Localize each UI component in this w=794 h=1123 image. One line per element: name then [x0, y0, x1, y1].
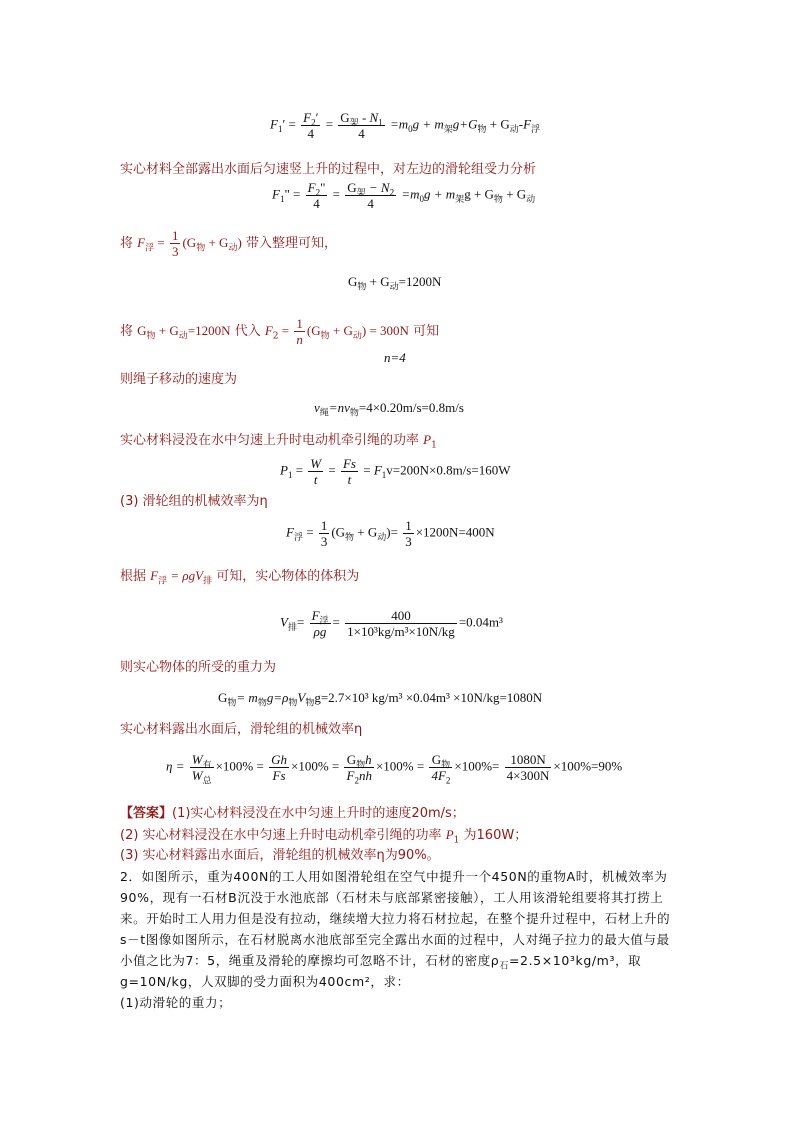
- eq-sub: 动: [526, 195, 536, 206]
- fraction: [308, 456, 323, 487]
- text-line-7: [120, 568, 359, 585]
- eq-sign: =: [292, 462, 307, 478]
- eq-symbol: W: [191, 768, 203, 783]
- text-fragment: 根据: [120, 569, 147, 584]
- eq-symbol: v: [314, 400, 320, 415]
- answer-text: (1)实心材料浸没在水中匀速上升时的速度20m/s；: [172, 806, 465, 821]
- eq-denominator: 3: [320, 534, 328, 549]
- answer-line-2: [120, 827, 527, 844]
- eq-symbol: F: [286, 524, 294, 540]
- eq-symbol: F: [311, 608, 320, 623]
- question-text: 2．如图所示，重为400N的工人用如图滑轮组在空气中提升一个450N的重物A时，机械效率为90%，现有一石材B沉没于水池底部（石材未与底部紧密接触），工人用该滑轮组要将其打捞上来。开始时工人用力但是没有拉动，继续增大拉力将石材拉起，在整个提升过程中，石材上升的s－t图像如图所示，在石材脱离水池底部至完全露出水面的过程中，人对绳子拉力的最大值与最小值之比为7：5，绳重及滑轮的摩擦均可忽略不计，石材的密度ρ: [120, 869, 671, 968]
- eq-text: =0.04m³: [458, 614, 503, 630]
- text-fragment: 可知，实心物体的体积为: [216, 569, 360, 584]
- eq-sub: 物: [345, 533, 355, 544]
- eq-sign: =: [325, 462, 339, 478]
- eq-sub: 0: [419, 194, 424, 205]
- fraction: [338, 110, 384, 141]
- fraction: [190, 752, 214, 787]
- eq-sub: 物: [441, 760, 451, 771]
- eq-numerator: 1: [296, 316, 303, 331]
- eq-text: ) = 300N: [361, 323, 409, 338]
- eq-sub: 物: [146, 331, 156, 342]
- text-line-5: [120, 432, 437, 449]
- eq-text: ×100% =: [290, 758, 343, 774]
- eq-denominator: 3: [405, 534, 412, 549]
- eq-sign: =: [278, 323, 293, 338]
- eq-text: =nv: [328, 400, 350, 415]
- equation-rope-speed: [314, 400, 464, 419]
- fraction: [344, 752, 373, 786]
- eq-symbol: G: [348, 274, 358, 289]
- eq-sub: 2: [311, 117, 316, 128]
- fraction: [170, 228, 181, 259]
- eq-sub: 物: [356, 760, 366, 771]
- text-line-3: [120, 316, 439, 347]
- eq-sub: 浮: [531, 125, 541, 136]
- eq-sub: 动: [228, 243, 238, 254]
- eq-sign: =: [288, 116, 296, 132]
- eq-text: =m: [401, 186, 420, 202]
- eq-numerator: Fs: [342, 456, 356, 471]
- eq-sub: 动: [352, 331, 362, 342]
- eq-denominator: ρg: [313, 624, 327, 639]
- equation-g-sum: [348, 274, 442, 293]
- answer-line-1: [120, 806, 465, 822]
- eq-symbol: F: [272, 186, 280, 202]
- eq-denominator: 3: [171, 244, 179, 259]
- equation-n: n=4: [384, 350, 406, 365]
- eq-text: + G: [502, 186, 527, 202]
- eq-prime: ′: [282, 116, 286, 132]
- text-line-1: 实心材料全部露出水面后匀速竖上升的过程中，对左边的滑轮组受力分析: [120, 162, 537, 177]
- text-line-8: 则实心物体的所受的重力为: [120, 660, 277, 675]
- equation-weight: [218, 690, 543, 709]
- eq-symbol: F: [270, 116, 278, 132]
- eq-sub: 浮: [319, 616, 329, 627]
- eq-symbol: G: [340, 110, 350, 125]
- eq-text: =m: [389, 116, 409, 132]
- fraction: [301, 110, 320, 141]
- text-fragment: 代入: [234, 324, 261, 339]
- eq-numerator: Gh: [271, 752, 287, 767]
- eq-text: η =: [166, 758, 188, 774]
- eq-denominator: 4: [313, 196, 320, 211]
- eq-denominator: n: [296, 332, 303, 347]
- eq-text: (G: [331, 524, 346, 540]
- equation-buoyancy: [286, 518, 495, 549]
- fraction: [345, 608, 457, 639]
- eq-sub: 物: [320, 331, 330, 342]
- eq-sub: 石: [499, 961, 509, 972]
- eq-sign: =: [154, 235, 168, 250]
- eq-symbol: G: [347, 180, 357, 195]
- eq-sub: 动: [377, 533, 387, 544]
- answer-text: (2) 实心材料浸没在水中匀速上升时电动机牵引绳的功率: [120, 828, 442, 843]
- eq-sub: 排: [203, 576, 213, 587]
- eq-text: g + G: [464, 186, 494, 202]
- eq-text: + G: [354, 524, 378, 540]
- eq-text: ×100%=90%: [553, 758, 623, 774]
- eq-numerator: 1: [320, 518, 328, 533]
- eq-text: )=: [386, 524, 398, 540]
- eq-sign: =: [332, 614, 340, 630]
- question-2: [120, 866, 676, 1013]
- eq-sub: 1: [287, 470, 293, 481]
- eq-symbol: G: [431, 752, 442, 767]
- eq-sub: 物: [349, 408, 359, 419]
- eq-text: = m: [236, 690, 258, 705]
- fraction: [310, 608, 331, 639]
- eq-sub: 动: [509, 125, 519, 136]
- eq-sub: 物: [477, 125, 487, 136]
- eq-symbol: P: [445, 827, 454, 842]
- eq-text: + G: [486, 116, 510, 132]
- eq-numerator: 400: [345, 608, 457, 624]
- eq-sign: =: [296, 614, 305, 630]
- eq-sub: 架: [356, 188, 366, 199]
- answer-text: 为160W；: [463, 828, 528, 843]
- text-fragment: 带入整理可知，: [245, 236, 337, 251]
- equation-power: [280, 456, 510, 487]
- eq-text: + G: [329, 323, 353, 338]
- eq-sub: 1: [378, 117, 383, 128]
- answer-tag: 【答案】: [120, 806, 173, 821]
- eq-sub: 架: [349, 118, 359, 129]
- text-line-4: 则绳子移动的速度为: [120, 372, 238, 387]
- eq-text: =1200N: [398, 274, 442, 289]
- eq-text: − N: [365, 180, 390, 195]
- eq-sign: =: [302, 524, 317, 540]
- eq-symbol: F: [137, 235, 146, 250]
- eq-sign: =: [325, 116, 334, 132]
- equation-efficiency: [166, 752, 623, 787]
- fraction: [306, 180, 328, 211]
- eq-sub: 动: [178, 331, 188, 342]
- eq-sub: 1: [381, 470, 387, 481]
- eq-sub: 物: [305, 698, 315, 709]
- eq-sub: 架: [455, 195, 465, 206]
- question-subpart: (1)动滑轮的重力；: [120, 995, 232, 1010]
- eq-denominator: Fs: [272, 768, 286, 783]
- eq-text: g + m: [424, 186, 456, 202]
- eq-symbol: nh: [358, 768, 372, 783]
- text-line-6: (3) 滑轮组的机械效率为η: [120, 494, 268, 509]
- eq-text: ×100% =: [215, 758, 268, 774]
- eq-text: = ρgV: [167, 568, 204, 583]
- text-line-2: [120, 228, 337, 259]
- eq-sub: 动: [389, 282, 399, 293]
- equation-f1-prime: [270, 110, 540, 141]
- eq-sub: 物: [357, 282, 367, 293]
- fraction: [269, 752, 289, 783]
- eq-text: ×1200N=400N: [415, 524, 495, 540]
- text-fragment: 将: [120, 324, 134, 339]
- answer-line-3: (3) 实心材料露出水面后，滑轮组的机械效率η为90%。: [120, 848, 440, 863]
- eq-symbol: W: [191, 752, 203, 767]
- eq-denominator: t: [313, 472, 318, 487]
- eq-numerator: 1: [171, 228, 179, 243]
- eq-text: v=200N×0.8m/s=160W: [386, 462, 511, 478]
- eq-denominator: 4×300N: [506, 768, 550, 783]
- eq-symbol: G: [218, 690, 228, 705]
- eq-sub: 1: [279, 194, 285, 205]
- eq-symbol: F: [307, 180, 316, 195]
- eq-text: ): [237, 235, 242, 250]
- eq-text: g + m: [412, 116, 444, 132]
- eq-symbol: P: [280, 462, 288, 478]
- eq-text: (G: [306, 323, 321, 338]
- fraction: [429, 752, 452, 786]
- eq-sub: 2: [354, 775, 359, 786]
- eq-symbol: F: [303, 110, 312, 125]
- equation-volume: [280, 608, 503, 639]
- fraction: [341, 456, 358, 487]
- eq-text: =4×0.20m/s=0.8m/s: [358, 400, 464, 415]
- equation-f1-double-prime: $F_1$" = $\frac{F_2"}{4}$ = $G_架 - N_2$ 4 $=m_0g + m_架g + G_物 + G_动$: [272, 180, 536, 211]
- eq-sub: 1: [453, 835, 460, 846]
- eq-numerator: 1080N: [505, 752, 552, 768]
- eq-sub: 2: [272, 331, 279, 342]
- eq-denominator: 4: [307, 126, 315, 141]
- eq-symbol: P: [423, 432, 432, 447]
- eq-symbol: F: [373, 462, 382, 478]
- eq-symbol: h: [365, 752, 372, 767]
- eq-symbol: V: [280, 614, 288, 630]
- eq-sub: 2: [389, 187, 395, 198]
- eq-text: + G: [366, 274, 390, 289]
- fraction: [319, 518, 330, 549]
- eq-sub: 2: [315, 187, 321, 198]
- eq-sub: 0: [408, 124, 413, 135]
- eq-denominator: 4: [358, 126, 365, 141]
- eq-sub: 物: [493, 195, 503, 206]
- eq-sub: 浮: [158, 576, 168, 587]
- eq-sub: 物: [288, 698, 298, 709]
- eq-text: (G: [182, 235, 197, 250]
- eq-text: =1200N: [187, 323, 231, 338]
- text-fragment: 将: [120, 236, 134, 251]
- eq-text: g+G: [452, 116, 478, 132]
- text-fragment: 实心材料浸没在水中匀速上升时电动机牵引绳的功率: [120, 433, 420, 448]
- eq-text: g=ρ: [266, 690, 289, 705]
- eq-denominator: 4: [367, 196, 374, 211]
- eq-text: ×100% =: [375, 758, 428, 774]
- eq-numerator: W: [310, 456, 322, 471]
- eq-sub: 物: [257, 698, 267, 709]
- eq-denominator: 1×10³kg/m³×10N/kg: [347, 624, 455, 639]
- eq-sub: 有: [202, 760, 212, 771]
- eq-symbol: G: [137, 323, 147, 338]
- eq-prime: ": [320, 180, 326, 195]
- fraction: [294, 316, 305, 347]
- eq-text: - N: [358, 110, 379, 125]
- eq-sub: 物: [196, 243, 206, 254]
- eq-sub: 排: [287, 623, 297, 634]
- eq-sub: 浮: [293, 533, 303, 544]
- eq-sub: 总: [202, 776, 212, 787]
- question-text: =2.5×10³kg/m³，取 g=10N/kg，人双脚的受力面积为400cm²，求：: [120, 953, 642, 989]
- eq-sub: 架: [443, 125, 453, 136]
- fraction: [345, 180, 396, 211]
- eq-sub: 浮: [145, 243, 155, 254]
- fraction: [505, 752, 552, 783]
- eq-numerator: 1: [405, 518, 412, 533]
- eq-symbol: F: [150, 568, 159, 583]
- eq-sub: 2: [445, 775, 451, 786]
- eq-sub: 1: [277, 124, 283, 135]
- eq-symbol: 4F: [431, 768, 446, 783]
- eq-text: -F: [518, 116, 532, 132]
- eq-text: + G: [205, 235, 229, 250]
- eq-text: g=2.7×10³ kg/m³ ×0.04m³ ×10N/kg=1080N: [314, 690, 543, 705]
- eq-prime: ′: [315, 110, 319, 125]
- eq-symbol: F: [346, 768, 355, 783]
- eq-symbol: F: [264, 323, 273, 338]
- eq-symbol: G: [346, 752, 357, 767]
- eq-sign: =: [359, 462, 374, 478]
- eq-text: + G: [155, 323, 179, 338]
- eq-prime: ": [284, 186, 290, 202]
- eq-sub: 绳: [319, 408, 329, 419]
- eq-sub: 1: [431, 440, 437, 451]
- eq-text: ×100%=: [454, 758, 503, 774]
- eq-denominator: t: [347, 472, 352, 487]
- fraction: [403, 518, 414, 549]
- eq-symbol: V: [297, 690, 306, 705]
- eq-sub: 物: [227, 698, 237, 709]
- text-line-9: 实心材料露出水面后，滑轮组的机械效率η: [120, 722, 363, 737]
- text-fragment: 可知: [413, 324, 440, 339]
